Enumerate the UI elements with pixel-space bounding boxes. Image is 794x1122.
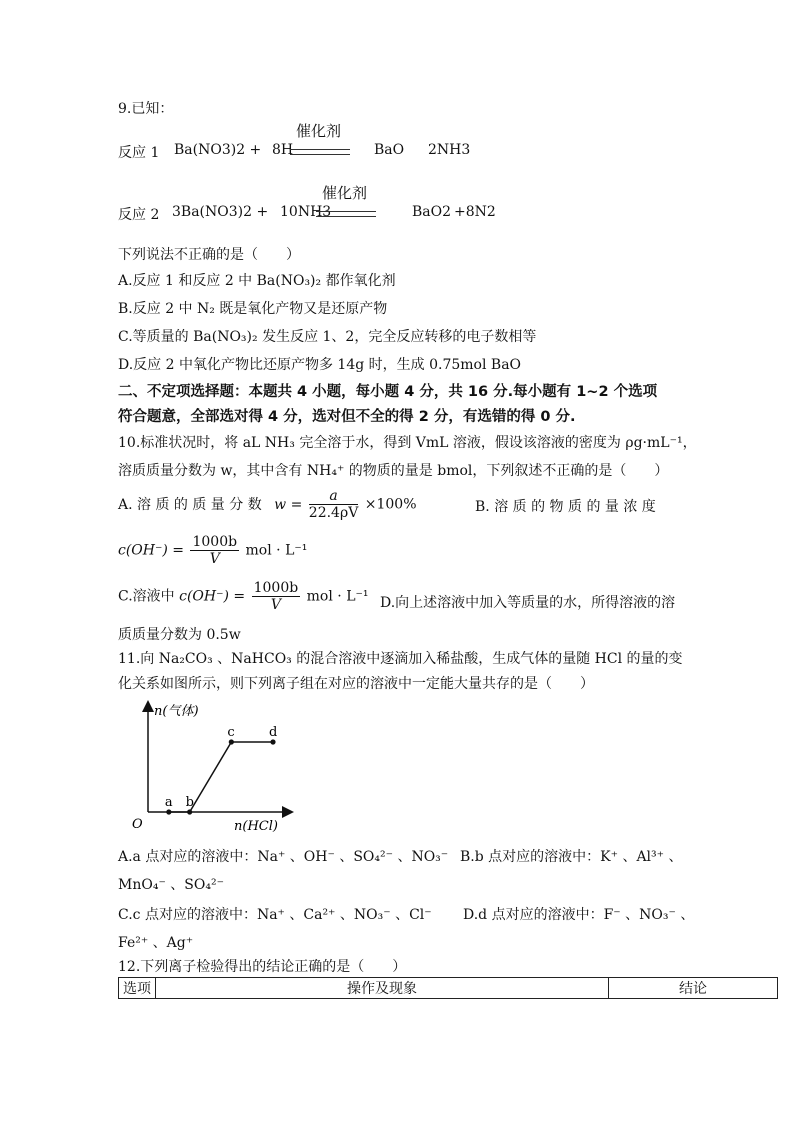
q10-option-a-suffix: ×100% — [364, 496, 417, 513]
chart-y-label: n(气体) — [154, 704, 199, 719]
q10-option-c-denominator: V — [270, 597, 281, 613]
chart-point-label-d: d — [269, 725, 278, 740]
q11-option-d-line1: D.d 点对应的溶液中：F⁻ 、NO₃⁻ 、 — [463, 907, 695, 923]
chart-point-a — [166, 809, 171, 814]
reaction-1-arrow — [290, 149, 350, 155]
table-header-operation: 操作及现象 — [156, 978, 609, 999]
table-header-conclusion: 结论 — [609, 978, 778, 999]
q10-option-b-denominator: V — [209, 551, 220, 567]
section-2-heading-line2: 符合题意，全部选对得 4 分，选对但不全的得 2 分，有选错的得 0 分. — [118, 409, 576, 425]
q10-option-c-prefix: C.溶液中 — [118, 588, 175, 605]
q11-option-c: C.c 点对应的溶液中：Na⁺ 、Ca²⁺ 、NO₃⁻ 、Cl⁻ — [118, 907, 432, 923]
q10-option-d-line1: D.向上述溶液中加入等质量的水，所得溶液的溶 — [380, 595, 676, 611]
q9-heading: 9.已知： — [118, 101, 174, 117]
q9-option-c: C.等质量的 Ba(NO₃)₂ 发生反应 1、2，完全反应转移的电子数相等 — [118, 329, 537, 345]
q9-option-a: A.反应 1 和反应 2 中 Ba(NO₃)₂ 都作氧化剂 — [118, 273, 396, 289]
q9-option-b: B.反应 2 中 N₂ 既是氧化产物又是还原产物 — [118, 301, 388, 317]
chart-point-d — [270, 739, 275, 744]
reaction-2-lhs2: 10NH3 — [280, 204, 332, 220]
reaction-2-label: 反应 2 — [118, 207, 160, 223]
reaction-2-arrow — [316, 211, 376, 217]
q11-line1: 11.向 Na₂CO₃ 、NaHCO₃ 的混合溶液中逐滴加入稀盐酸，生成气体的量随 HCl 的量的变 — [118, 651, 683, 667]
table-header-row — [119, 978, 778, 999]
reaction-2-rhs1: BaO2 — [412, 204, 452, 220]
chart-point-label-b: b — [185, 795, 194, 810]
reaction-1 — [118, 124, 618, 164]
q10-line1: 10.标准状况时，将 aL NH₃ 完全溶于水，得到 VmL 溶液，假设该溶液的密度为 ρg·mL⁻¹， — [118, 435, 697, 451]
q10-option-b-numerator: 1000b — [192, 534, 238, 550]
q11-option-a: A.a 点对应的溶液中：Na⁺ 、OH⁻ 、SO₄²⁻ 、NO₃⁻ — [118, 849, 449, 865]
reaction-1-catalyst: 催化剂 — [296, 122, 342, 140]
chart-plot-area — [165, 725, 277, 815]
q10-line2: 溶质质量分数为 w，其中含有 NH₄⁺ 的物质的量是 bmol，下列叙述不正确的是（ ） — [118, 463, 669, 479]
q10-option-a-fraction — [309, 488, 359, 521]
q10-option-b-line: B. 溶 质 的 物 质 的 量 浓 度 — [475, 499, 656, 515]
q10-option-c — [118, 580, 369, 620]
q10-option-b-unit: mol · L⁻¹ — [245, 542, 308, 559]
chart-point-label-c: c — [227, 725, 235, 740]
q11-option-d-line2: Fe²⁺ 、Ag⁺ — [118, 935, 194, 951]
chart-segment-b-c — [190, 742, 232, 812]
reaction-2-catalyst: 催化剂 — [322, 184, 368, 202]
q10-option-a-lhs: w = — [274, 496, 303, 513]
q10-option-b-fraction — [190, 534, 239, 567]
q10-option-c-numerator: 1000b — [253, 580, 299, 596]
q10-option-d-line2: 质质量分数为 0.5w — [118, 627, 241, 643]
q10-option-c-unit: mol · L⁻¹ — [306, 588, 369, 605]
reaction-2-lhs1: 3Ba(NO3)2 + — [172, 204, 269, 220]
reaction-1-rhs1: BaO — [374, 142, 405, 158]
q10-option-b-lhs: c(OH⁻) = — [118, 542, 185, 559]
q11-chart — [128, 700, 328, 840]
q9-prompt: 下列说法不正确的是（ ） — [118, 247, 300, 263]
q10-option-b-formula — [118, 534, 307, 574]
chart-point-c — [229, 739, 234, 744]
table-header-option: 选项 — [119, 978, 156, 999]
q10-option-c-fraction — [252, 580, 301, 613]
chart-origin: O — [132, 817, 143, 832]
q10-option-a-denominator: 22.4ρV — [308, 505, 359, 521]
q11-option-b-line2: MnO₄⁻ 、SO₄²⁻ — [118, 877, 224, 893]
q11-option-b-line1: B.b 点对应的溶液中：K⁺ 、Al³⁺ 、 — [460, 849, 683, 865]
reaction-1-lhs1: Ba(NO3)2 + — [174, 142, 262, 158]
chart-x-label: n(HCl) — [234, 819, 278, 834]
chart-point-label-a: a — [164, 795, 173, 810]
q9-option-d: D.反应 2 中氧化产物比还原产物多 14g 时，生成 0.75mol BaO — [118, 357, 522, 373]
q11-line2: 化关系如图所示，则下列离子组在对应的溶液中一定能大量共存的是（ ） — [118, 676, 594, 692]
section-2-heading-line1: 二、不定项选择题：本题共 4 小题，每小题 4 分，共 16 分.每小题有 1~2 个选项 — [118, 384, 658, 400]
q12-table — [118, 977, 778, 999]
reaction-1-label: 反应 1 — [118, 145, 160, 161]
q10-option-a — [118, 488, 417, 528]
chart-point-b — [187, 809, 192, 814]
reaction-2 — [118, 186, 618, 226]
reaction-2-rhs2: +8N2 — [454, 204, 496, 220]
q10-option-a-prefix: A. 溶 质 的 质 量 分 数 — [118, 496, 262, 513]
q10-option-c-lhs: c(OH⁻) = — [179, 588, 246, 605]
q10-option-a-numerator: a — [309, 488, 359, 505]
q12-prompt: 12.下列离子检验得出的结论正确的是（ ） — [118, 959, 407, 975]
reaction-1-lhs2: 8H — [272, 142, 294, 158]
reaction-1-rhs2: 2NH3 — [428, 142, 471, 158]
